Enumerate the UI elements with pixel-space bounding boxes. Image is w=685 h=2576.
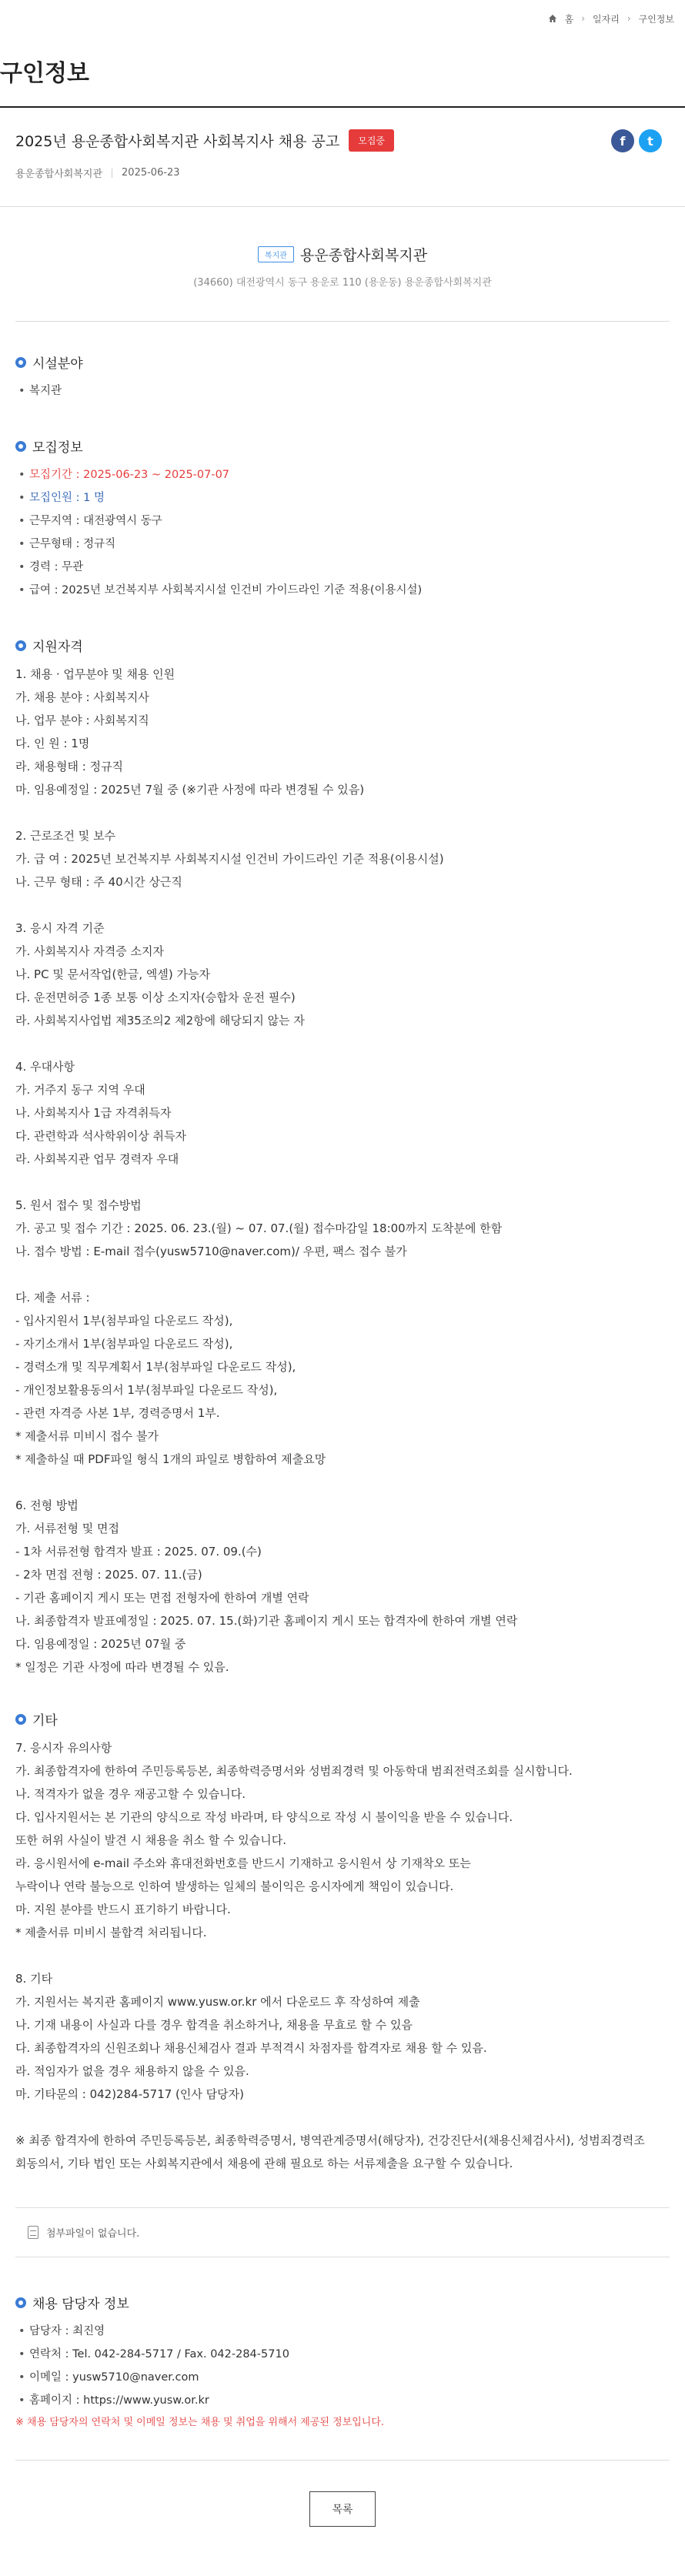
text-line: 나. 사회복지사 1급 자격취득자 (15, 1106, 172, 1120)
text-line: 5. 원서 접수 및 접수방법 (15, 1198, 142, 1212)
chevron-right-icon: › (581, 13, 586, 24)
text-line: - 경력소개 및 직무계획서 1부(첨부파일 다운로드 작성), (15, 1360, 296, 1374)
text-line: * 제출서류 미비시 접수 불가 (15, 1429, 159, 1443)
text-line: * 제출서류 미비시 불합격 처리됩니다. (15, 1926, 207, 1940)
blank-line (15, 1944, 670, 1967)
section-title: 기타 (32, 1713, 58, 1729)
text-line: - 자기소개서 1부(첨부파일 다운로드 작성), (15, 1337, 233, 1351)
text-line: * 일정은 기관 사정에 따라 변경될 수 있음. (15, 1660, 229, 1674)
text-line: 가. 사회복지사 자격증 소지자 (15, 944, 164, 958)
contact-email[interactable]: • 이메일 : yusw5710@naver.com (18, 2366, 670, 2389)
text-line: 다. 최종합격자의 신원조회나 채용신체검사 결과 부적격시 차점자를 합격자로 채용 할 수 있음. (15, 2041, 487, 2055)
org-card (0, 207, 685, 289)
bullet-circle-icon (15, 640, 26, 651)
twitter-icon[interactable]: t (639, 129, 662, 152)
bullet-circle-icon (15, 2297, 26, 2308)
section-heading-etc (15, 1709, 670, 1729)
text-line: 가. 거주지 동구 지역 우대 (15, 1083, 145, 1097)
post-title: 2025년 용운종합사회복지관 사회복지사 채용 공고 (15, 133, 340, 150)
section-title: 지원자격 (32, 640, 83, 655)
text-line: 가. 서류전형 및 면접 (15, 1522, 119, 1535)
contact-phone: • 연락처 : Tel. 042-284-5717 / Fax. 042-284-5710 (18, 2343, 670, 2366)
text-line: - 1차 서류전형 합격자 발표 : 2025. 07. 09.(수) (15, 1545, 262, 1559)
recruit-list (15, 463, 670, 602)
section-heading-recruit (15, 436, 670, 456)
text-line: 3. 응시 자격 기준 (15, 921, 105, 935)
blank-line (15, 2106, 670, 2129)
text-line: 라. 적임자가 없을 경우 채용하지 않을 수 있음. (15, 2064, 249, 2078)
org-address: (34660) 대전광역시 동구 용운로 110 (용운동) 용운종합사회복지관 (193, 277, 492, 289)
text-line: 나. 접수 방법 : E-mail 접수(yusw5710@naver.com)/ 우편, 팩스 접수 불가 (15, 1245, 407, 1258)
blank-line (15, 801, 670, 824)
blank-line (15, 1263, 670, 1286)
breadcrumb-current[interactable]: 구인정보 (638, 13, 674, 25)
page-title: 구인정보 (0, 54, 685, 108)
recruit-type: • 근무형태 : 정규직 (18, 533, 670, 556)
text-line: 라. 채용형태 : 정규직 (15, 760, 124, 773)
text-line: 나. 근무 형태 : 주 40시간 상근직 (15, 875, 182, 889)
post-date: 2025-06-23 (122, 167, 180, 179)
section-title: 모집정보 (32, 440, 83, 456)
text-line: 가. 지원서는 복지관 홈페이지 www.yusw.or.kr 에서 다운로드 후 작성하여 제출 (15, 1995, 420, 2009)
section-heading-qualifications (15, 636, 670, 655)
text-line: 나. 업무 분야 : 사회복지직 (15, 713, 149, 727)
footer-area (15, 2460, 670, 2576)
text-line: 마. 기타문의 : 042)284-5717 (인사 담당자) (15, 2087, 244, 2101)
text-line: ※ 최종 합격자에 한하여 주민등록등본, 최종학력증명서, 병역관계증명서(해당자), 건강진단서(채용신체검사서), 성범죄경력조 (15, 2133, 645, 2147)
recruit-career: • 경력 : 무관 (18, 556, 670, 579)
text-line: 다. 운전면허증 1종 보통 이상 소지자(승합차 운전 필수) (15, 991, 296, 1004)
recruit-salary: • 급여 : 2025년 보건복지부 사회복지시설 인건비 가이드라인 기준 적용(이용시설) (18, 579, 670, 602)
org-type-badge: 복지관 (258, 246, 294, 262)
text-line: - 입사지원서 1부(첨부파일 다운로드 작성), (15, 1314, 233, 1328)
post-header (0, 108, 685, 207)
section-title: 시설분야 (32, 356, 83, 372)
text-line: 8. 기타 (15, 1972, 53, 1986)
bullet-circle-icon (15, 1714, 26, 1725)
blank-line (15, 1171, 670, 1194)
text-line: 나. PC 및 문서작업(한글, 엑셀) 가능자 (15, 967, 210, 981)
post-org: 용운종합사회복지관 (15, 169, 103, 180)
attachment-box (15, 2207, 670, 2257)
text-line: 가. 공고 및 접수 기간 : 2025. 06. 23.(월) ~ 07. 07.(월) 접수마감일 18:00까지 도착분에 한함 (15, 1221, 503, 1235)
text-line: 마. 지원 분야를 반드시 표기하기 바랍니다. (15, 1903, 231, 1916)
text-line: 회동의서, 기타 법인 또는 사회복지관에서 채용에 관해 필요로 하는 서류제출을 요구할 수 있습니다. (15, 2157, 513, 2170)
section-title: 채용 담당자 정보 (32, 2297, 129, 2312)
text-line: 4. 우대사항 (15, 1060, 75, 1074)
post-content (0, 352, 685, 2175)
text-line: 7. 응시자 유의사항 (15, 1741, 112, 1755)
text-line: 다. 임용예정일 : 2025년 07월 중 (15, 1637, 186, 1651)
text-line: 다. 입사지원서는 본 기관의 양식으로 작성 바라며, 타 양식으로 작성 시 불이익을 받을 수 있습니다. (15, 1810, 513, 1824)
text-line: 가. 급 여 : 2025년 보건복지부 사회복지시설 인건비 가이드라인 기준 적용(이용시설) (15, 852, 444, 866)
breadcrumb-home[interactable]: 홈 (564, 13, 574, 25)
contact-list (15, 2320, 670, 2412)
text-line: - 2차 면접 전형 : 2025. 07. 11.(금) (15, 1568, 202, 1582)
text-line: 라. 사회복지사업법 제35조의2 제2항에 해당되지 않는 자 (15, 1014, 305, 1027)
text-line: - 관련 자격증 사본 1부, 경력증명서 1부. (15, 1406, 220, 1420)
facility-list (15, 379, 670, 403)
text-line: 라. 사회복지관 업무 경력자 우대 (15, 1152, 179, 1166)
bullet-circle-icon (15, 357, 26, 368)
text-line: 라. 응시원서에 e-mail 주소와 휴대전화번호를 반드시 기재하고 응시원서 상 기재착오 또는 (15, 1856, 471, 1870)
file-icon (28, 2226, 38, 2239)
blank-line (15, 1471, 670, 1494)
breadcrumb (0, 0, 685, 26)
home-icon[interactable] (548, 14, 557, 23)
text-line: - 기관 홈페이지 게시 또는 면접 전형자에 한하여 개별 연락 (15, 1591, 309, 1605)
text-line: 2. 근로조건 및 보수 (15, 829, 116, 843)
bullet-circle-icon (15, 441, 26, 452)
list-item: • 복지관 (18, 379, 670, 403)
recruit-area: • 근무지역 : 대전광역시 동구 (18, 510, 670, 533)
status-badge: 모집중 (349, 129, 394, 152)
blank-line (15, 1032, 670, 1055)
qualifications-text (15, 663, 670, 1679)
share-buttons (611, 129, 662, 152)
text-line: * 제출하실 때 PDF파일 형식 1개의 파일로 병합하여 제출요망 (15, 1452, 326, 1466)
text-line: 가. 최종합격자에 한하여 주민등록등본, 최종학력증명서와 성범죄경력 및 아동학대 범죄전력조회를 실시합니다. (15, 1764, 573, 1778)
attachment-text: 첨부파일이 없습니다. (46, 2228, 140, 2240)
list-button[interactable]: 목록 (309, 2491, 376, 2527)
divider (15, 321, 670, 322)
contact-person: • 담당자 : 최진영 (18, 2320, 670, 2343)
text-line: 1. 채용 · 업무분야 및 채용 인원 (15, 667, 175, 681)
section-heading-contact (15, 2293, 670, 2312)
text-line: 다. 관련학과 석사학위이상 취득자 (15, 1129, 186, 1143)
facebook-icon[interactable]: f (611, 129, 634, 152)
text-line: 나. 최종합격자 발표예정일 : 2025. 07. 15.(화)기관 홈페이지 게시 또는 합격자에 한하여 개별 연락 (15, 1614, 518, 1628)
section-heading-facility (15, 352, 670, 372)
text-line: 나. 기재 내용이 사실과 다를 경우 합격을 취소하거나, 채용을 무효로 할 수 있음 (15, 2018, 413, 2032)
chevron-right-icon: › (627, 13, 631, 24)
recruit-count: • 모집인원 : 1 명 (18, 486, 670, 510)
text-line: 다. 인 원 : 1명 (15, 737, 90, 750)
blank-line (15, 894, 670, 917)
text-line: - 개인정보활용동의서 1부(첨부파일 다운로드 작성), (15, 1383, 278, 1397)
breadcrumb-jobs[interactable]: 일자리 (593, 13, 620, 25)
text-line: 또한 허위 사실이 발견 시 채용을 취소 할 수 있습니다. (15, 1833, 286, 1847)
recruit-period: • 모집기간 : 2025-06-23 ~ 2025-07-07 (18, 463, 670, 486)
text-line: 다. 제출 서류 : (15, 1291, 90, 1305)
contact-homepage[interactable]: • 홈페이지 : https://www.yusw.or.kr (18, 2389, 670, 2412)
text-line: 나. 적격자가 없을 경우 재공고할 수 있습니다. (15, 1787, 246, 1801)
text-line: 마. 임용예정일 : 2025년 7월 중 (※기관 사정에 따라 변경될 수 있음) (15, 783, 365, 797)
text-line: 가. 채용 분야 : 사회복지사 (15, 690, 149, 704)
org-name: 용운종합사회복지관 (299, 247, 428, 264)
contact-note: ※ 채용 담당자의 연락처 및 이메일 정보는 채용 및 취업을 위해서 제공된 정보입니다. (15, 2417, 385, 2428)
text-line: 6. 전형 방법 (15, 1498, 79, 1512)
etc-text (15, 1736, 670, 2175)
contact-section (0, 2293, 685, 2434)
text-line: 누락이나 연락 불능으로 인하여 발생하는 일체의 불이익은 응시자에게 책임이 있습니다. (15, 1879, 454, 1893)
